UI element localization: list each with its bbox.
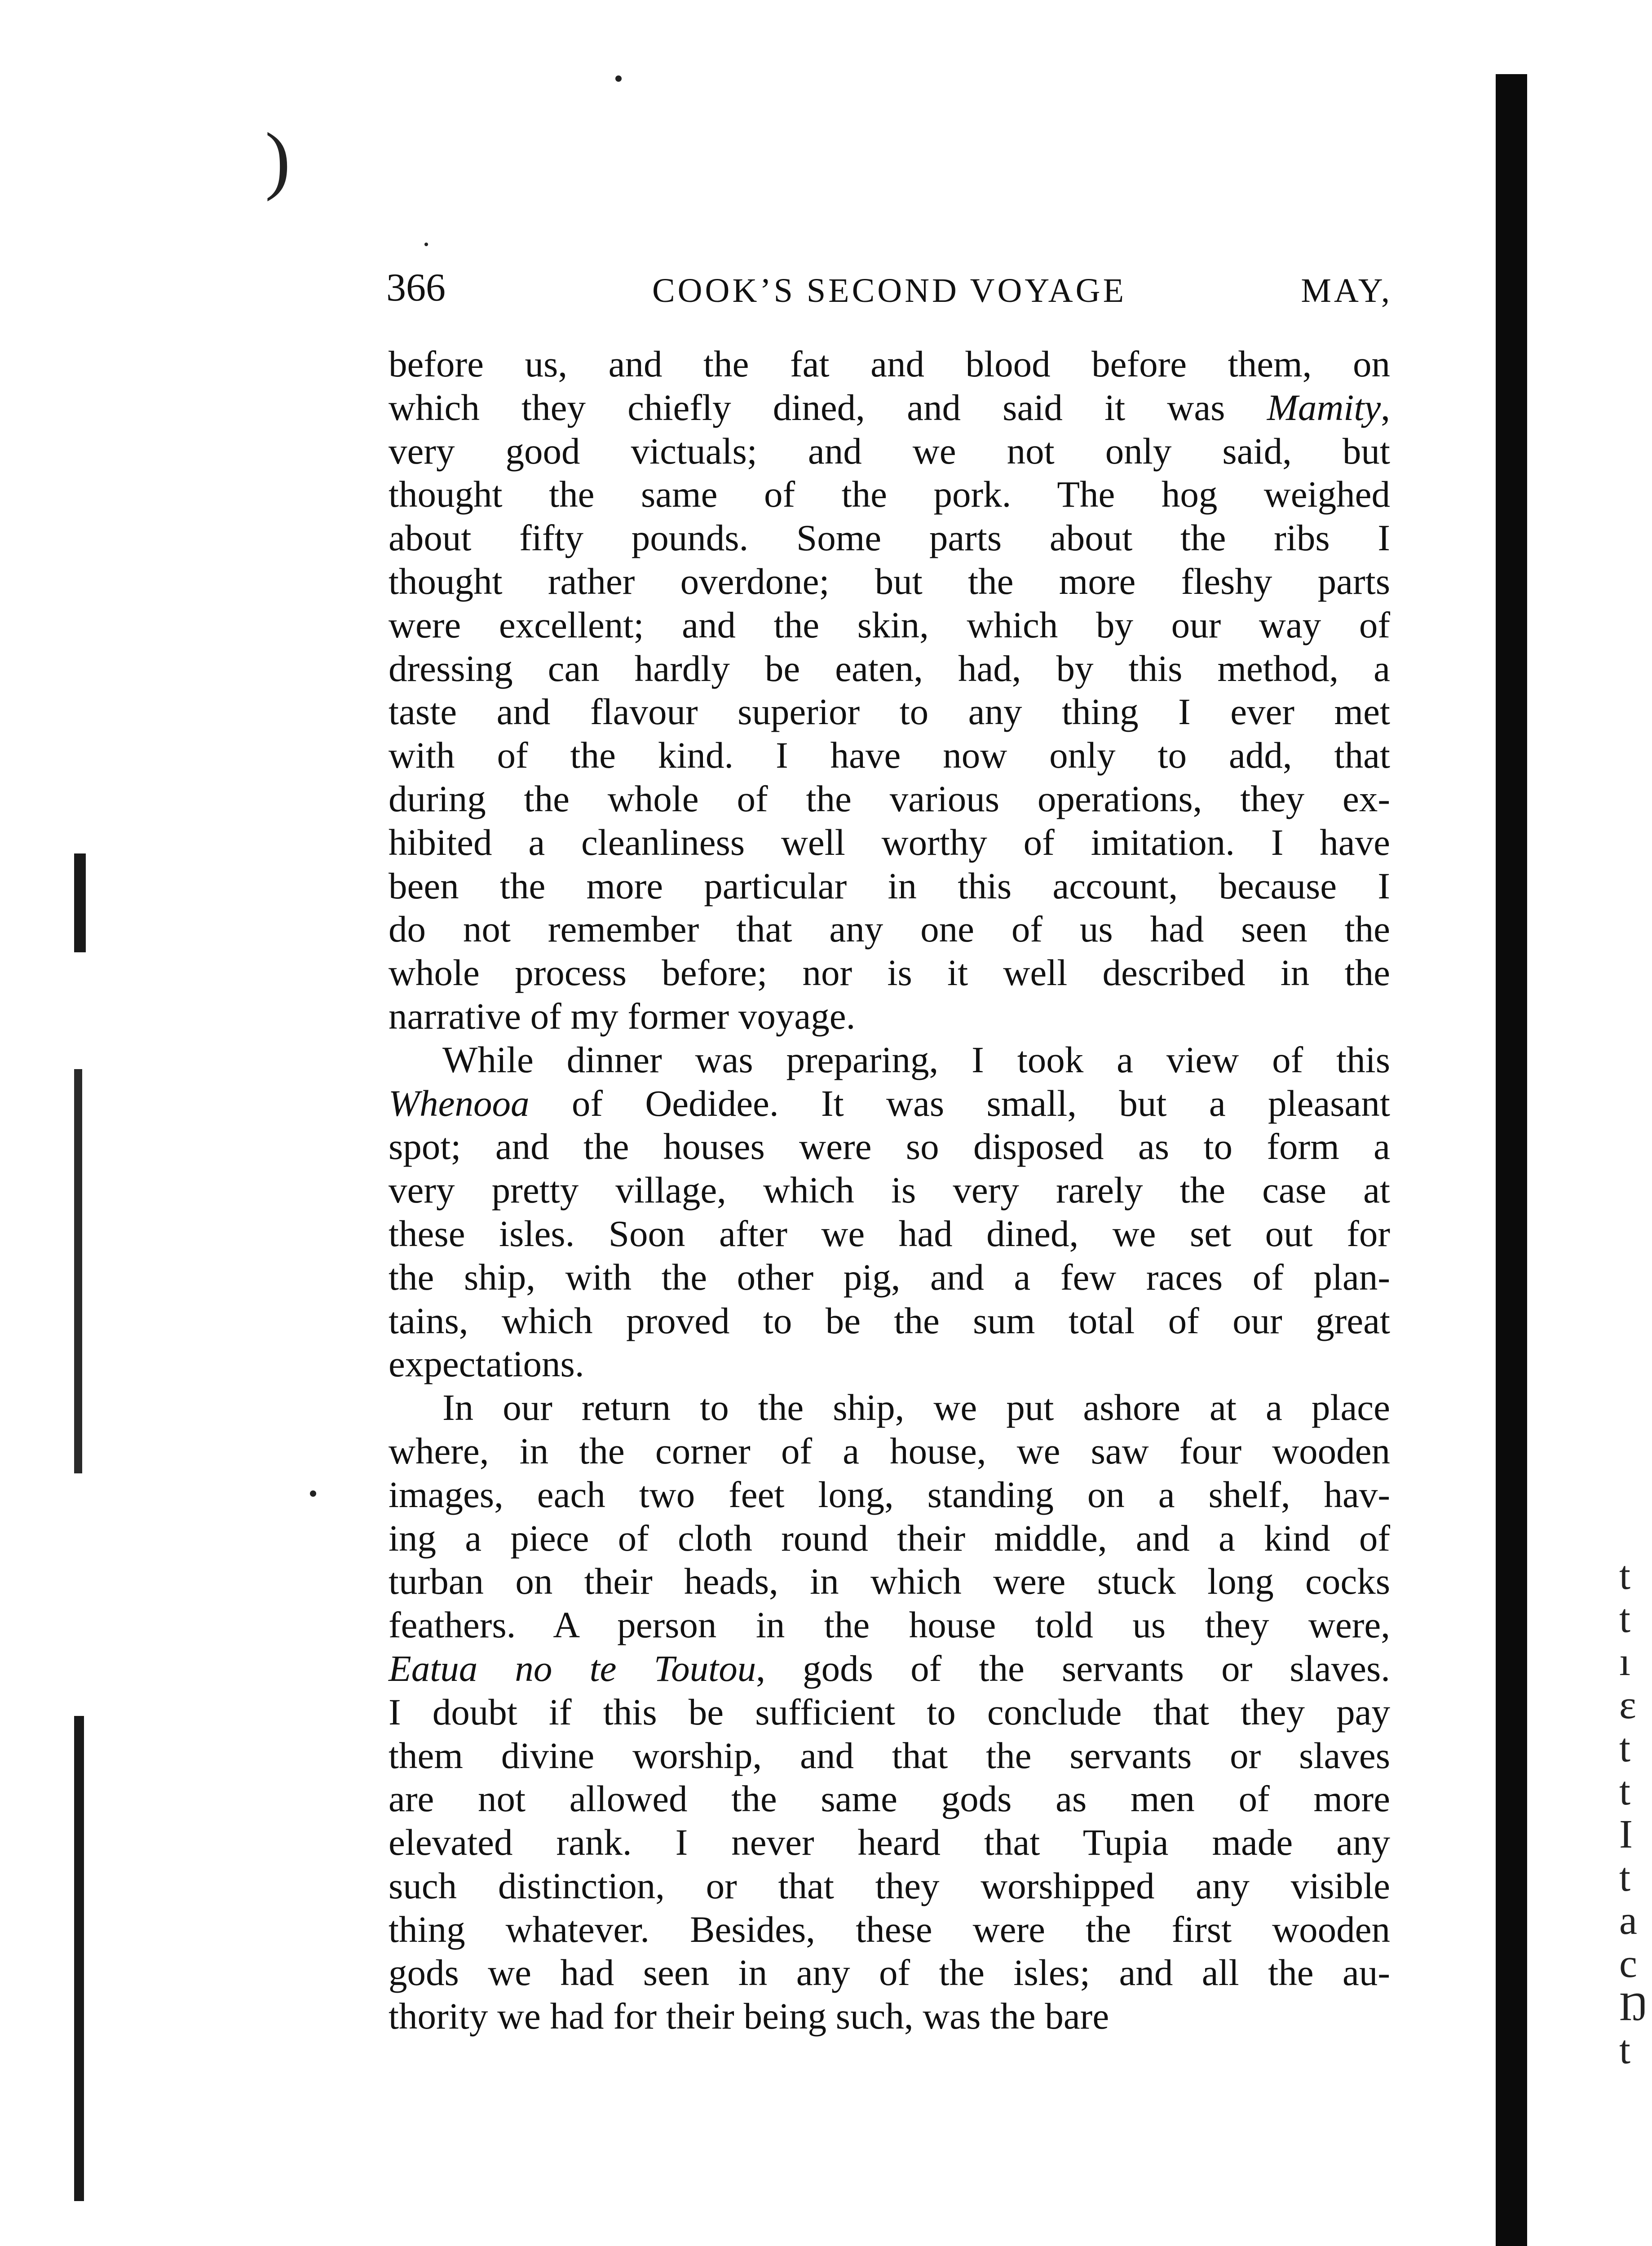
text-line: thing whatever. Besides, these were the first wooden <box>389 1908 1390 1950</box>
paragraph <box>389 342 1390 1038</box>
running-title: COOK’S SECOND VOYAGE <box>652 272 1126 309</box>
text-line: thought the same of the pork. The hog weighed <box>389 473 1390 515</box>
text-line: tains, which proved to be the sum total of our great <box>389 1300 1390 1341</box>
running-header <box>386 265 1392 314</box>
margin-letter: t <box>1619 1769 1631 1813</box>
pencil-bracket-mark: ) <box>265 117 291 202</box>
paragraph <box>389 1386 1390 2038</box>
scan-edge-bar <box>1496 74 1527 2246</box>
text-line: whole process before; nor is it well described in the <box>389 952 1390 994</box>
margin-letter: ε <box>1619 1683 1636 1727</box>
text-line: dressing can hardly be eaten, had, by this method, a <box>389 647 1390 689</box>
text-line: I doubt if this be sufficient to conclude that they pay <box>389 1691 1390 1733</box>
text-line: were excellent; and the skin, which by our way of <box>389 604 1390 646</box>
text-line: which they chiefly dined, and said it was Mamity, <box>389 386 1390 428</box>
scan-left-edge-mark <box>74 1069 82 1473</box>
text-line: before us, and the fat and blood before them, on <box>389 343 1390 385</box>
text-line: images, each two feet long, standing on a shelf, hav- <box>389 1473 1390 1515</box>
ink-dot <box>615 75 622 82</box>
text-line: gods we had seen in any of the isles; and all the au- <box>389 1952 1390 1994</box>
margin-letter: I <box>1619 1812 1633 1857</box>
text-line: turban on their heads, in which were stuck long cocks <box>389 1561 1390 1602</box>
text-line: where, in the corner of a house, we saw four wooden <box>389 1430 1390 1472</box>
text-line: expectations. <box>389 1343 584 1385</box>
text-line: Whenooa of Oedidee. It was small, but a pleasant <box>389 1082 1390 1124</box>
text-line: do not remember that any one of us had seen the <box>389 908 1390 950</box>
text-line: While dinner was preparing, I took a view of this <box>442 1039 1390 1080</box>
margin-letter: Ŋ <box>1619 1985 1648 2029</box>
margin-letter: t <box>1619 1553 1631 1598</box>
margin-letter: t <box>1619 1855 1631 1900</box>
text-line: elevated rank. I never heard that Tupia made any <box>389 1822 1390 1863</box>
text-line: very good victuals; and we not only said, but <box>389 430 1390 472</box>
text-line: been the more particular in this account, because I <box>389 865 1390 906</box>
margin-letter: t <box>1619 2028 1631 2072</box>
text-line: these isles. Soon after we had dined, we set out for <box>389 1212 1390 1254</box>
scan-left-edge-mark <box>74 1716 84 2201</box>
ink-dot <box>310 1490 316 1497</box>
margin-letter: a <box>1619 1898 1637 1943</box>
margin-letter: ı <box>1619 1640 1631 1684</box>
running-month: MAY, <box>1301 272 1392 309</box>
text-line: feathers. A person in the house told us they were, <box>389 1604 1390 1646</box>
text-line: about fifty pounds. Some parts about the ribs I <box>389 517 1390 559</box>
text-line: thority we had for their being such, was the bare <box>389 1995 1109 2037</box>
text-line: In our return to the ship, we put ashore at a place <box>442 1387 1390 1428</box>
ink-dot <box>424 243 428 246</box>
text-line: spot; and the houses were so disposed as to form a <box>389 1126 1390 1167</box>
text-line: during the whole of the various operations, they ex- <box>389 778 1390 819</box>
text-line: very pretty village, which is very rarely the case at <box>389 1169 1390 1211</box>
text-line: Eatua no te Toutou, gods of the servants or slaves. <box>389 1647 1390 1689</box>
text-line: taste and flavour superior to any thing I ever met <box>389 691 1390 733</box>
text-line: thought rather overdone; but the more fleshy parts <box>389 560 1390 602</box>
text-line: are not allowed the same gods as men of more <box>389 1778 1390 1820</box>
text-line: them divine worship, and that the servants or slaves <box>389 1734 1390 1776</box>
text-line: such distinction, or that they worshipped any visible <box>389 1865 1390 1906</box>
adjacent-page-margin <box>1619 1554 1646 2072</box>
page-number: 366 <box>386 266 446 309</box>
scan-left-edge-mark <box>74 853 86 952</box>
text-line: narrative of my former voyage. <box>389 995 856 1037</box>
margin-letter: t <box>1619 1726 1631 1770</box>
paragraph <box>389 1038 1390 1386</box>
body-text <box>389 342 1390 2038</box>
text-line: the ship, with the other pig, and a few races of plan- <box>389 1256 1390 1298</box>
text-line: hibited a cleanliness well worthy of imitation. I have <box>389 821 1390 863</box>
text-line: with of the kind. I have now only to add, that <box>389 734 1390 776</box>
text-line: ing a piece of cloth round their middle, and a kind of <box>389 1517 1390 1559</box>
margin-letter: c <box>1619 1941 1637 1986</box>
margin-letter: t <box>1619 1596 1631 1641</box>
